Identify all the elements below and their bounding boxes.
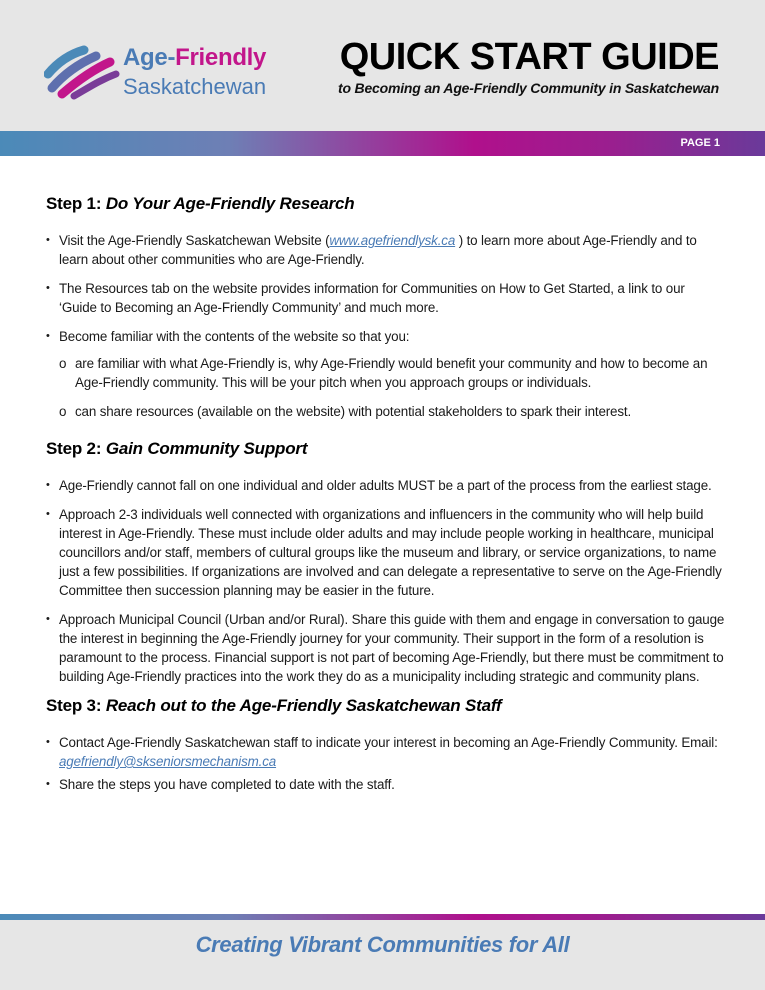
list-item: • Age-Friendly cannot fall on one individual and older adults MUST be a part of the process from the earliest stage. [46, 476, 726, 495]
age-friendly-logo [44, 40, 284, 110]
email-link[interactable]: agefriendly@skseniorsmechanism.ca [59, 754, 277, 769]
sublist-item: o can share resources (available on the website) with potential stakeholders to spark their interest. [59, 402, 726, 421]
brushstroke-logo-icon [44, 44, 122, 100]
sublist-item: o are familiar with what Age-Friendly is, why Age-Friendly would benefit your community and how to become an Age-Friendly community. This will be your pitch when you approach groups or individuals. [59, 354, 726, 392]
list-item: • Approach 2-3 individuals well connected with organizations and influencers in the community who will help build interest in Age-Friendly. These must include older adults and may include people working in healthcare, municipal councillors and/or staff, members of cultural groups like the museum and library, or service organizations, to name just a few possibilities. If organizations are involved and can delegate a representative to serve on the Age-Friendly Committee then succession planning may be easier in the future. [46, 505, 726, 600]
step-2-section [46, 439, 726, 686]
list-item: • Visit the Age-Friendly Saskatchewan Website (www.agefriendlysk.ca ) to learn more about Age-Friendly and to learn about other communities who are Age-Friendly. [46, 231, 726, 269]
main-content [46, 194, 726, 798]
step-2-heading: Step 2: Gain Community Support [46, 439, 308, 458]
list-item: • Become familiar with the contents of the website so that you: o are familiar with what Age-Friendly is, why Age-Friendly would benefit your community and how to become an Age-Friendly community. This will be your pitch when you approach groups or individuals. o can share resources (available on the website) with potential stakeholders to spark their interest. [46, 327, 726, 421]
list-item: • Share the steps you have completed to date with the staff. [46, 775, 726, 794]
page-number-label: PAGE 1 [680, 137, 720, 149]
step-1-heading: Step 1: Do Your Age-Friendly Research [46, 194, 355, 213]
step-3-heading: Step 3: Reach out to the Age-Friendly Saskatchewan Staff [46, 696, 502, 715]
page-subtitle: to Becoming an Age-Friendly Community in Saskatchewan [338, 80, 719, 96]
page-header [0, 0, 765, 131]
logo-subtitle: Saskatchewan [123, 74, 267, 99]
list-item: • The Resources tab on the website provides information for Communities on How to Get Started, a link to our ‘Guide to Becoming an Age-Friendly Community’ and much more. [46, 279, 726, 317]
step-3-list [46, 733, 726, 794]
page-title: QUICK START GUIDE [339, 36, 719, 78]
header-gradient-bar [0, 131, 765, 156]
step-1-list [46, 231, 726, 421]
footer-tagline: Creating Vibrant Communities for All [195, 932, 570, 957]
page-footer [0, 920, 765, 990]
list-item: • Approach Municipal Council (Urban and/or Rural). Share this guide with them and engage in conversation to gauge the interest in beginning the Age-Friendly journey for your community. Their support in the form of a resolution is paramount to the process. Financial support is not part of becoming Age-Friendly, but there must be commitment to building Age-Friendly practices into the work they do as a municipality including strategic and community plans. [46, 610, 726, 686]
website-link[interactable]: www.agefriendlysk.ca [329, 233, 456, 248]
step-1-section [46, 194, 726, 421]
step-1-sublist [59, 354, 726, 421]
step-2-list [46, 476, 726, 686]
logo-title: Age-Friendly [123, 44, 267, 71]
step-3-section [46, 696, 726, 794]
list-item: • Contact Age-Friendly Saskatchewan staff to indicate your interest in becoming an Age-Friendly Community. Email: agefriendly@skseniorsmechanism.ca [46, 733, 726, 771]
